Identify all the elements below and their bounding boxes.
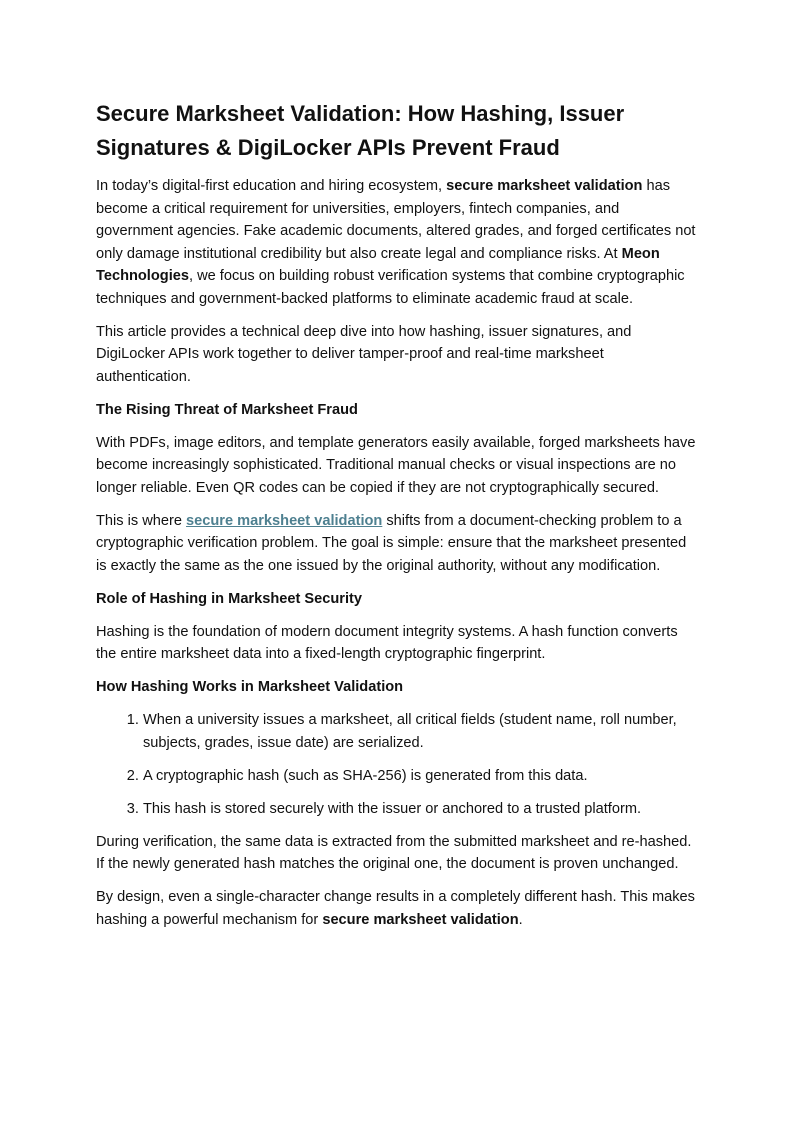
text: By design, even a single-character change results in a completely different hash. This makes hashing a powerful mechanism for	[96, 889, 695, 928]
article-overview-paragraph: This article provides a technical deep dive into how hashing, issuer signatures, and DigiLocker APIs work together to deliver tamper-proof and real-time marksheet authentication.	[96, 323, 632, 385]
hashing-paragraph: Hashing is the foundation of modern document integrity systems. A hash function converts the entire marksheet data into a fixed-length cryptographic fingerprint.	[96, 623, 678, 662]
text: .	[518, 911, 523, 928]
hashing-steps-list	[96, 709, 696, 820]
list-item: 1. When a university issues a marksheet, all critical fields (student name, roll number, subjects, grades, issue date) are serialized.	[143, 709, 696, 754]
text: This is where	[96, 512, 187, 529]
validation-shift-paragraph	[96, 510, 696, 578]
verification-paragraph: During verification, the same data is extracted from the submitted marksheet and re-hashed. If the newly generated hash matches the original one, the document is proven unchanged.	[96, 833, 692, 872]
conclusion-paragraph	[96, 886, 696, 931]
list-item: 3. This hash is stored securely with the issuer or anchored to a trusted platform.	[143, 798, 696, 821]
text: has become a critical requirement for universities, employers, fintech companies, and government agencies. Fake academic documents, altered grades, and forged certificates not only damage institutional credibility but also create legal and compliance risks. At	[96, 178, 696, 262]
company-name: Meon Technologies	[96, 245, 660, 284]
bold-text: secure marksheet validation	[322, 911, 519, 928]
secure-marksheet-validation-link[interactable]: secure marksheet validation	[186, 512, 383, 529]
list-item: 2. A cryptographic hash (such as SHA-256) is generated from this data.	[143, 765, 696, 788]
intro-paragraph	[96, 175, 696, 310]
heading-how-hashing-works: How Hashing Works in Marksheet Validation	[96, 679, 404, 695]
text: , we focus on building robust verification systems that combine cryptographic techniques and government-backed platforms to eliminate academic fraud at scale.	[96, 268, 685, 307]
text: In today’s digital-first education and hiring ecosystem,	[96, 178, 447, 194]
article-title: Secure Marksheet Validation: How Hashing, Issuer Signatures & DigiLocker APIs Prevent Fraud	[96, 101, 625, 160]
heading-role-of-hashing: Role of Hashing in Marksheet Security	[96, 590, 362, 607]
heading-rising-threat: The Rising Threat of Marksheet Fraud	[96, 401, 358, 418]
text: shifts from a document-checking problem to a cryptographic verification problem. The goal is simple: ensure that the marksheet presented is exactly the same as the one issued by the original authority, without any modification.	[96, 512, 687, 574]
threat-paragraph: With PDFs, image editors, and template generators easily available, forged marksheets have become increasingly sophisticated. Traditional manual checks or visual inspections are no longer reliable. Even QR codes can be copied if they are not cryptographically secured.	[96, 434, 696, 496]
bold-text: secure marksheet validation	[446, 178, 643, 194]
